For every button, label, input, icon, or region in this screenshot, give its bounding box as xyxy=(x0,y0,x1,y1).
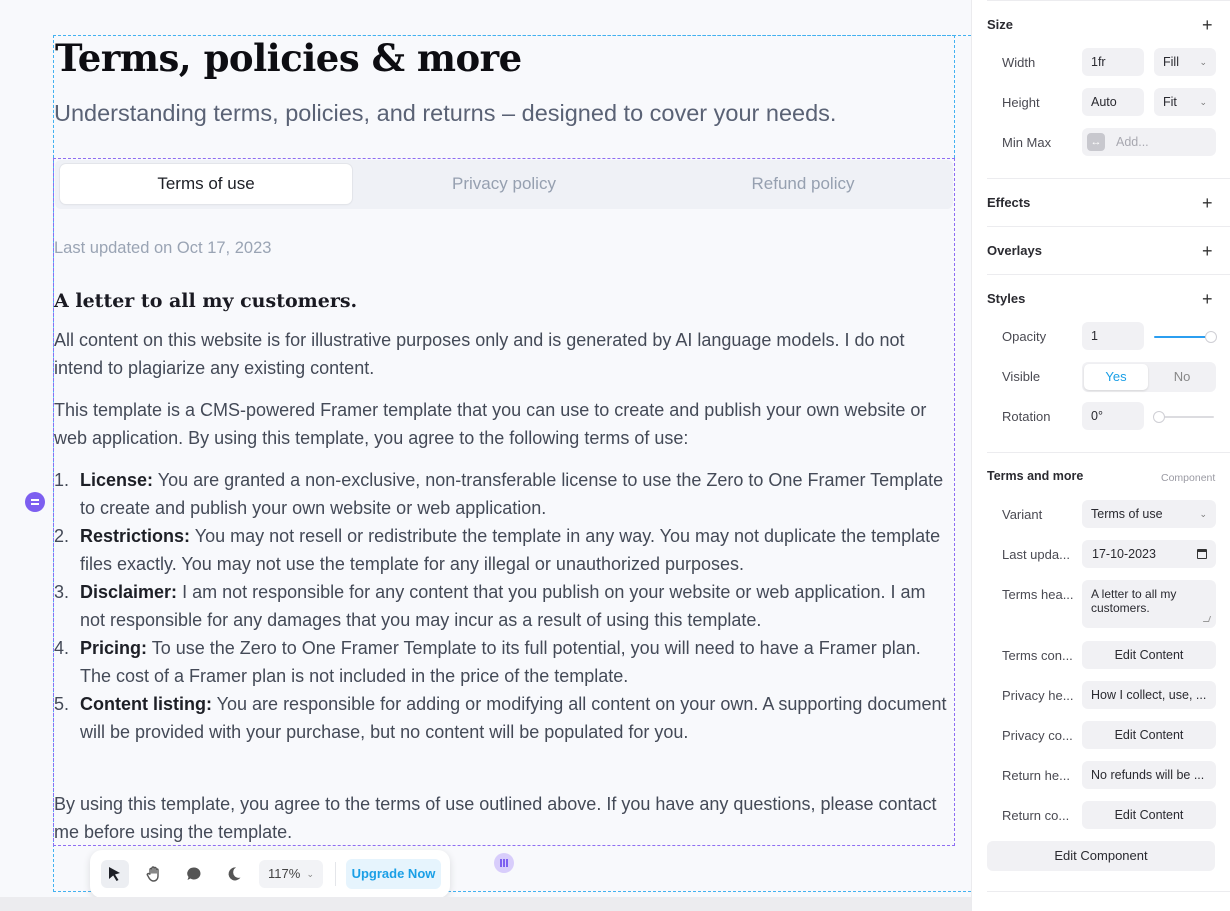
comment-tool-icon[interactable] xyxy=(180,860,208,888)
list-item xyxy=(54,522,954,578)
width-input[interactable]: 1fr xyxy=(1082,48,1144,76)
rotation-slider-knob[interactable] xyxy=(1153,411,1165,423)
tab-terms-of-use[interactable]: Terms of use xyxy=(60,164,352,204)
add-size-icon[interactable]: + xyxy=(1202,15,1213,35)
edit-return-content-button[interactable]: Edit Content xyxy=(1082,801,1216,829)
tab-privacy-policy[interactable]: Privacy policy xyxy=(452,174,556,193)
visible-yes-option[interactable]: Yes xyxy=(1084,364,1148,390)
visible-label: Visible xyxy=(1002,369,1041,384)
variant-select[interactable] xyxy=(1082,500,1216,528)
minmax-placeholder: Add... xyxy=(1116,135,1149,149)
terms-heading-textarea[interactable] xyxy=(1082,580,1216,628)
last-updated-label: Last upda... xyxy=(1002,547,1070,562)
hand-tool-icon[interactable] xyxy=(140,860,168,888)
minmax-icon: ↔ xyxy=(1087,133,1105,151)
variant-value: Terms of use xyxy=(1091,507,1163,521)
height-label: Height xyxy=(1002,95,1040,110)
overlays-section-title: Overlays xyxy=(987,243,1042,258)
stack-handle-icon[interactable] xyxy=(25,492,45,512)
terms-content-label: Terms con... xyxy=(1002,648,1073,663)
effects-section-title: Effects xyxy=(987,195,1031,210)
term-text: To use the Zero to One Framer Template to its full potential, you will need to have a Framer plan. The cost of a Framer plan is not included in the price of the template. xyxy=(80,638,921,686)
paragraph-closing: By using this template, you agree to the terms of use outlined above. If you have any questions, please contact me before using the template. xyxy=(54,794,937,842)
edit-component-button[interactable]: Edit Component xyxy=(987,841,1215,871)
terms-heading-value: A letter to all my customers. xyxy=(1091,587,1177,615)
page-title: Terms, policies & more xyxy=(55,36,522,80)
return-heading-input[interactable]: No refunds will be ... xyxy=(1082,761,1216,789)
height-input[interactable]: Auto xyxy=(1082,88,1144,116)
component-title: Terms and more xyxy=(987,469,1084,483)
edit-terms-content-button[interactable]: Edit Content xyxy=(1082,641,1216,669)
toolbar-divider xyxy=(335,862,336,886)
list-item xyxy=(54,466,954,522)
chevron-down-icon: ⌄ xyxy=(1199,97,1207,107)
rotation-input[interactable]: 0° xyxy=(1082,402,1144,430)
tab-refund-policy[interactable]: Refund policy xyxy=(751,174,855,193)
zoom-value: 117% xyxy=(268,866,301,881)
last-updated-date-input[interactable] xyxy=(1082,540,1216,568)
add-effect-icon[interactable]: + xyxy=(1202,193,1213,213)
term-text: You are responsible for adding or modifying all content on your own. A supporting document will be provided with your purchase, but no content will be populated for you. xyxy=(80,694,947,742)
rotation-label: Rotation xyxy=(1002,409,1051,424)
properties-panel xyxy=(971,0,1230,911)
paragraph-intro: All content on this website is for illustrative purposes only and is generated by AI language models. I do not intend to plagiarize any existing content. xyxy=(54,330,905,378)
privacy-heading-input[interactable]: How I collect, use, ... xyxy=(1082,681,1216,709)
list-number: 3. xyxy=(54,582,70,602)
last-updated-date-value: 17-10-2023 xyxy=(1092,547,1156,561)
term-title: Restrictions: xyxy=(80,526,191,546)
term-title: Disclaimer: xyxy=(80,582,178,602)
dark-mode-icon[interactable] xyxy=(220,860,248,888)
visible-toggle xyxy=(1082,362,1216,392)
visible-no-option[interactable]: No xyxy=(1173,369,1191,384)
list-number: 4. xyxy=(54,638,70,658)
term-text: I am not responsible for any content that you publish on your website or web application. I am not responsible for any damages that you may incur as a result of using this template. xyxy=(80,582,926,630)
terms-heading-label: Terms hea... xyxy=(1002,587,1074,602)
minmax-input[interactable] xyxy=(1082,128,1216,156)
return-heading-label: Return he... xyxy=(1002,768,1070,783)
opacity-label: Opacity xyxy=(1002,329,1047,344)
add-style-icon[interactable]: + xyxy=(1202,289,1213,309)
section-divider xyxy=(987,891,1230,892)
list-item xyxy=(54,578,954,634)
terms-list xyxy=(54,466,954,746)
section-divider xyxy=(987,0,1230,1)
bottom-toolbar xyxy=(90,850,450,898)
height-mode-value: Fit xyxy=(1163,95,1177,109)
list-number: 1. xyxy=(54,470,70,490)
list-number: 5. xyxy=(54,694,70,714)
term-text: You may not resell or redistribute the template in any way. You may not duplicate the template files exactly. You may not use the template for any illegal or unauthorized purposes. xyxy=(80,526,941,574)
resize-grip-icon[interactable] xyxy=(1203,616,1211,622)
return-content-label: Return co... xyxy=(1002,808,1070,823)
edit-privacy-content-button[interactable]: Edit Content xyxy=(1082,721,1216,749)
styles-section-title: Styles xyxy=(987,291,1026,306)
list-number: 2. xyxy=(54,526,70,546)
list-item xyxy=(54,690,954,746)
page-subtitle: Understanding terms, policies, and returns – designed to cover your needs. xyxy=(54,100,837,126)
privacy-heading-label: Privacy he... xyxy=(1002,688,1074,703)
chevron-down-icon: ⌄ xyxy=(306,869,314,879)
width-label: Width xyxy=(1002,55,1036,70)
term-text: You are granted a non-exclusive, non-transferable license to use the Zero to One Framer Template to create and publish your own website or web application. xyxy=(80,470,944,518)
term-title: Content listing: xyxy=(80,694,212,714)
opacity-slider-knob[interactable] xyxy=(1205,331,1217,343)
section-divider xyxy=(987,178,1230,179)
upgrade-button[interactable]: Upgrade Now xyxy=(346,859,441,889)
variant-label: Variant xyxy=(1002,507,1043,522)
opacity-input[interactable]: 1 xyxy=(1082,322,1144,350)
width-mode-value: Fill xyxy=(1163,55,1179,69)
canvas-scrollbar[interactable] xyxy=(0,897,971,911)
zoom-select[interactable] xyxy=(259,860,323,888)
resize-handle-icon[interactable] xyxy=(494,853,514,873)
letter-heading: A letter to all my customers. xyxy=(54,290,358,312)
chevron-down-icon: ⌄ xyxy=(1199,57,1207,67)
width-mode-select[interactable] xyxy=(1154,48,1216,76)
section-divider xyxy=(987,274,1230,275)
term-title: License: xyxy=(80,470,154,490)
policy-tabs xyxy=(55,160,953,209)
add-overlay-icon[interactable]: + xyxy=(1202,241,1213,261)
term-title: Pricing: xyxy=(80,638,148,658)
last-updated-text: Last updated on Oct 17, 2023 xyxy=(54,239,272,257)
component-tag: Component xyxy=(1161,472,1216,484)
privacy-content-label: Privacy co... xyxy=(1002,728,1073,743)
calendar-icon[interactable] xyxy=(1197,549,1207,559)
section-divider xyxy=(987,226,1230,227)
chevron-down-icon: ⌄ xyxy=(1199,509,1207,519)
section-divider xyxy=(987,452,1230,453)
size-section-title: Size xyxy=(987,17,1014,32)
paragraph-template: This template is a CMS-powered Framer template that you can use to create and publish your own website or web application. By using this template, you agree to the following terms of use: xyxy=(54,400,927,448)
select-tool-icon[interactable] xyxy=(101,860,129,888)
minmax-label: Min Max xyxy=(1002,135,1052,150)
list-item xyxy=(54,634,954,690)
height-mode-select[interactable] xyxy=(1154,88,1216,116)
